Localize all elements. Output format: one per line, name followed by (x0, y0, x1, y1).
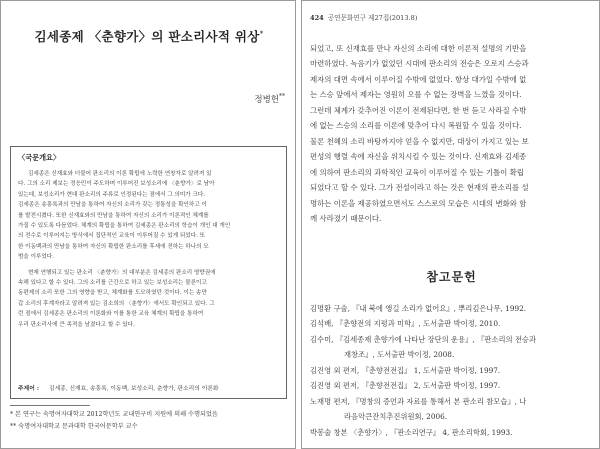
reference-item (310, 363, 595, 378)
reference-item (310, 378, 595, 393)
reference-line: 노재명 편저, 『명창의 증언과 자료를 통해서 본 판소리 참모습』, 나 (310, 396, 527, 406)
reference-line: 김석배, 『춘향전의 지평과 미학』, 도서출판 박이정, 2010. (310, 319, 501, 329)
abstract-line: 범을 이루었다. (18, 254, 54, 261)
running-header (310, 12, 417, 22)
reference-line: 김진영 외 편저, 『춘향전전집』 2, 도서출판 박이정, 1997. (310, 381, 501, 391)
body-line: 제자의 대면 속에서 이루어질 수밖에 없었다. 항상 대가일 수밖에 없 (310, 74, 527, 84)
left-page (0, 0, 296, 449)
abstract-heading: 〈국문개요〉 (18, 153, 61, 162)
footnote-affiliation: ** 숙명여자대학교 문과대학 한국어문학부 교수 (10, 423, 138, 430)
abstract-paragraph-1 (18, 169, 279, 263)
abstract-line: 우리 판소리사에 큰 족적을 남겼다고 할 수 있다. (18, 321, 135, 328)
abstract-line: 김세종은 송흥록과의 만남을 통하여 자신의 소리가 갖는 정통성을 확인하고 이 (18, 202, 207, 209)
reference-line: 김수미, 『김세종제 춘향가에 나타난 장단의 운용』, 『판소리의 전승과 (310, 334, 537, 344)
footnote-funding: * 본 연구는 숙명여자대학교 2012학년도 교내연구비 지원에 의해 수행되었음 (10, 411, 218, 418)
footnotes (10, 409, 218, 433)
abstract-line: 다. 그의 소리 제보는 정응민이 주도하며 이루어진 보성소리에 〈춘향가〉로 남아 (18, 181, 215, 188)
abstract-line: 를 발전시켰다. 또한 신재효와의 만남을 통하여 자신의 소리가 이론적인 체계를 (18, 212, 209, 219)
author-name: 정병헌** (254, 93, 285, 105)
abstract-line: 현재 연행되고 있는 판소리 〈춘향가〉의 대부분은 김세종의 판소리 영향권에 (28, 269, 216, 276)
body-line: 마련하였다. 녹음기가 없었던 시대에 판소리의 전승은 오로지 스승과 (310, 59, 529, 69)
reference-line: 박봉술 창본 〈춘향가〉, 『판소리연구』 4, 판소리학회, 1993. (310, 427, 513, 437)
footnote-divider (10, 405, 90, 406)
reference-item (310, 332, 595, 363)
body-line: 물론 천혜의 소리 바탕까지야 얻을 수 없지만, 대상이 가지고 있는 보 (310, 136, 529, 146)
references-heading: 참고문헌 (426, 270, 477, 284)
abstract-box (10, 146, 287, 399)
body-line: 에 의하여 판소리의 과학적인 교육이 이루어질 수 있는 기틀이 확립 (310, 167, 524, 177)
reference-line: 재창조』, 도서출판 박이정, 2008. (344, 350, 455, 360)
keywords (18, 383, 219, 392)
body-line: 께 사라졌기 때문이다. (310, 213, 382, 223)
abstract-line: 동편제의 소리 또한 그의 영향을 받고, 체계화를 도모하였던 것이다. 이는 송만 (18, 290, 207, 297)
reference-item (310, 394, 595, 425)
keywords-list: 김세종, 신재효, 송흥록, 이동백, 보성소리, 춘향가, 판소리의 이론화 (48, 386, 219, 392)
paper-title: 김세종제 〈춘향가〉의 판소리사적 위상* (34, 29, 264, 44)
body-line: 되었다고 할 수 있다. 그가 전설이라고 하는 것은 현재의 판소리를 설 (310, 183, 529, 193)
reference-item (310, 301, 595, 316)
body-line: 편성의 행렬 속에 자신을 위치시킬 수 있는 것이다. 신재효와 김세종 (310, 152, 527, 162)
body-line: 명하는 이론을 제공하였으면서도 스스로의 모습은 시대의 변화와 함 (310, 198, 527, 208)
abstract-line: 갑 소리의 후계자라고 알려져 있는 김소희의 〈춘향가〉에서도 확인되고 있다. 그 (18, 300, 215, 307)
reference-line: 라음악큰잔치추진위원회, 2006. (344, 412, 448, 422)
body-line: 그런데 체계가 갖추어진 이론이 전제된다면, 한 번 듣고 사라질 수밖 (310, 105, 527, 115)
body-line: 에 없는 스승의 소리를 이론에 맞추어 다시 복원할 수 있을 것이다. (310, 121, 522, 131)
author-footnote-mark: ** (279, 93, 285, 101)
keywords-label: 주제어 : (18, 386, 39, 392)
abstract-paragraph-2 (18, 268, 279, 330)
abstract-line: 의 전수로 이루어지는 방식에서 집단적인 교육이 이루어질 수 있게 되었다. 또 (18, 233, 206, 240)
right-page (301, 0, 600, 449)
reference-line: 김진영 외 편저, 『춘향전전집』 1, 도서출판 박이정, 1997. (310, 365, 501, 375)
reference-item (310, 316, 595, 331)
title-footnote-mark: * (259, 29, 264, 38)
abstract-line: 런 점에서 김세종은 판소리의 이론화와 이를 통한 교육 체계의 확립을 통하여 (18, 311, 204, 318)
body-line: 되었고, 또 신재효를 만나 자신의 소리에 대한 이론적 설명의 기반을 (310, 44, 527, 53)
abstract-line: 있는데, 보성소리가 현대 판소리의 주류로 인정된다는 점에서 그 의미가 크다. (18, 191, 206, 198)
body-line: 는 스승 앞에서 제자는 영원히 오를 수 없는 장벽을 느꼈을 것이다. (310, 90, 522, 100)
abstract-line: 김세종은 신재효와 더불어 판소리의 이론 확립에 노력한 연창자로 알려져 있 (28, 171, 212, 177)
page-number: 424 (310, 14, 324, 22)
abstract-line: 한 이동백과의 만남을 통하여 자신의 확립한 판소리를 후세에 전하는 하나의 모 (18, 243, 209, 250)
body-paragraph (310, 41, 593, 226)
references-list (310, 301, 595, 440)
reference-item (310, 425, 595, 440)
reference-line: 김명환 구술, 『내 북에 앵길 소리가 없어요』, 뿌리깊은나무, 1992. (310, 304, 527, 313)
journal-name: 공연문화연구 제27집(2013.8) (327, 14, 418, 22)
abstract-line: 속해 있다고 할 수 있다. 그의 소리를 근간으로 하고 있는 보성소리는 물론이고 (18, 280, 207, 287)
abstract-line: 가질 수 있도록 다듬었다. 체계의 확립을 통하여 김세종은 판소리의 학습이 개인 대 개인 (18, 223, 231, 230)
